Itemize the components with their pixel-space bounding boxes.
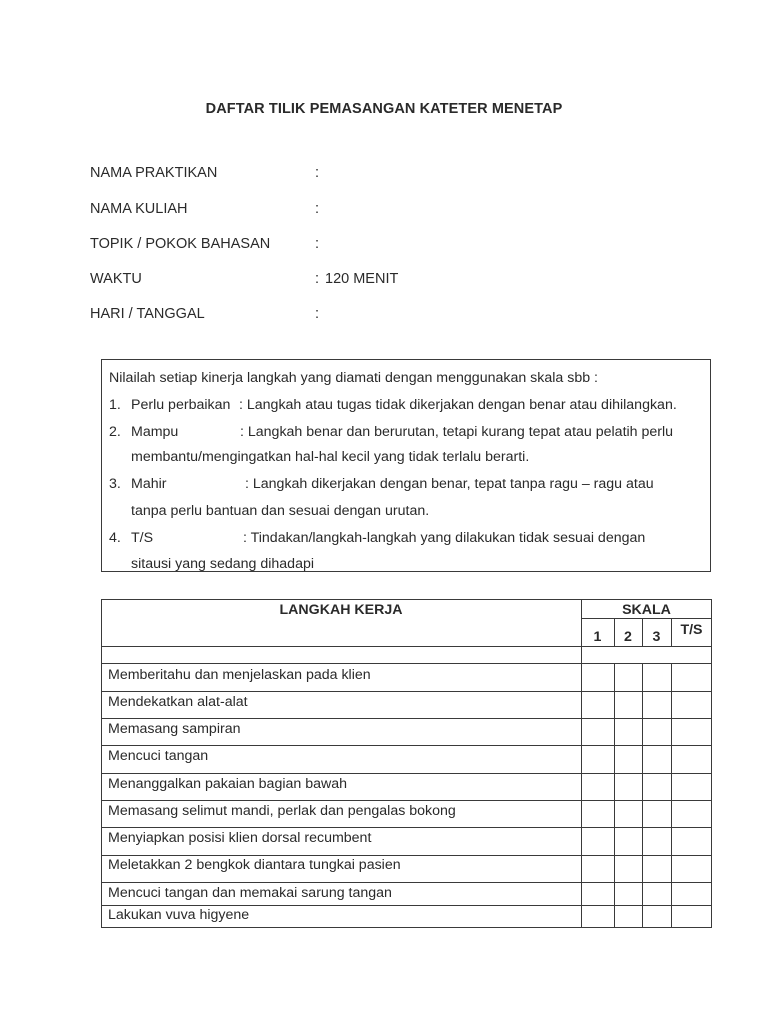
table-row-step: Menyiapkan posisi klien dorsal recumbent [108, 830, 372, 846]
column-header-langkah-kerja: LANGKAH KERJA [279, 602, 403, 618]
instruction-number: 4. [109, 530, 121, 546]
table-row-step: Memasang sampiran [108, 721, 241, 737]
scale-header-1: 1 [593, 629, 602, 645]
column-header-skala: SKALA [622, 602, 671, 618]
table-rule [671, 663, 672, 928]
instruction-description-continued: tanpa perlu bantuan dan sesuai dengan urutan. [131, 503, 430, 519]
table-row-step: Memasang selimut mandi, perlak dan pengalas bokong [108, 803, 456, 819]
scale-header-3: 3 [652, 629, 661, 645]
instruction-description-continued: membantu/mengingatkan hal-hal kecil yang tidak terlalu berarti. [131, 449, 530, 465]
table-rule [101, 773, 712, 774]
table-row-step: Memberitahu dan menjelaskan pada klien [108, 667, 371, 683]
table-row-step: Mendekatkan alat-alat [108, 694, 248, 710]
table-row-step: Mencuci tangan dan memakai sarung tangan [108, 885, 392, 901]
table-rule [101, 691, 712, 692]
instruction-term: T/S [131, 530, 154, 546]
instructions-intro: Nilailah setiap kinerja langkah yang diamati dengan menggunakan skala sbb : [109, 370, 598, 386]
field-value: 120 MENIT [325, 271, 399, 287]
table-rule [101, 827, 712, 828]
table-rule [581, 599, 582, 928]
table-rule [101, 800, 712, 801]
instruction-term: Mahir [131, 476, 167, 492]
instruction-description-continued: sitausi yang sedang dihadapi [131, 556, 314, 572]
table-rule [642, 663, 643, 928]
field-label: NAMA KULIAH [90, 201, 188, 217]
table-rule [101, 745, 712, 746]
scale-header-ts: T/S [680, 622, 703, 638]
instruction-number: 3. [109, 476, 121, 492]
table-rule [101, 927, 712, 928]
field-label: TOPIK / POKOK BAHASAN [90, 236, 271, 252]
field-colon: : [315, 236, 320, 252]
field-label: NAMA PRAKTIKAN [90, 165, 218, 181]
table-row-step: Lakukan vuva higyene [108, 907, 250, 923]
field-label: WAKTU [90, 271, 142, 287]
document-title: DAFTAR TILIK PEMASANGAN KATETER MENETAP [205, 101, 563, 117]
table-rule [101, 599, 102, 928]
instruction-description: : Langkah benar dan berurutan, tetapi kurang tepat atau pelatih perlu [240, 424, 674, 440]
table-row-step: Mencuci tangan [108, 748, 209, 764]
scale-instructions-box [101, 359, 711, 572]
field-colon: : [315, 271, 320, 287]
table-row-step: Meletakkan 2 bengkok diantara tungkai pasien [108, 857, 401, 873]
table-rule [101, 718, 712, 719]
checklist-table [101, 599, 712, 928]
table-rule [101, 646, 712, 647]
instruction-term: Perlu perbaikan [131, 397, 231, 413]
table-rule [614, 663, 615, 928]
field-colon: : [315, 165, 320, 181]
instruction-description: : Langkah atau tugas tidak dikerjakan dengan benar atau dihilangkan. [239, 397, 677, 413]
table-rule [101, 882, 712, 883]
instruction-description: : Tindakan/langkah-langkah yang dilakukan tidak sesuai dengan [243, 530, 646, 546]
scale-header-2: 2 [624, 629, 632, 645]
table-row-step: Menanggalkan pakaian bagian bawah [108, 776, 348, 792]
table-rule [101, 663, 712, 664]
field-colon: : [315, 201, 320, 217]
field-colon: : [315, 306, 320, 322]
field-label: HARI / TANGGAL [90, 306, 205, 322]
instruction-number: 1. [109, 397, 121, 413]
table-rule [711, 599, 712, 928]
instruction-description: : Langkah dikerjakan dengan benar, tepat tanpa ragu – ragu atau [245, 476, 654, 492]
instruction-term: Mampu [131, 424, 179, 440]
instruction-number: 2. [109, 424, 121, 440]
table-rule [101, 599, 712, 600]
